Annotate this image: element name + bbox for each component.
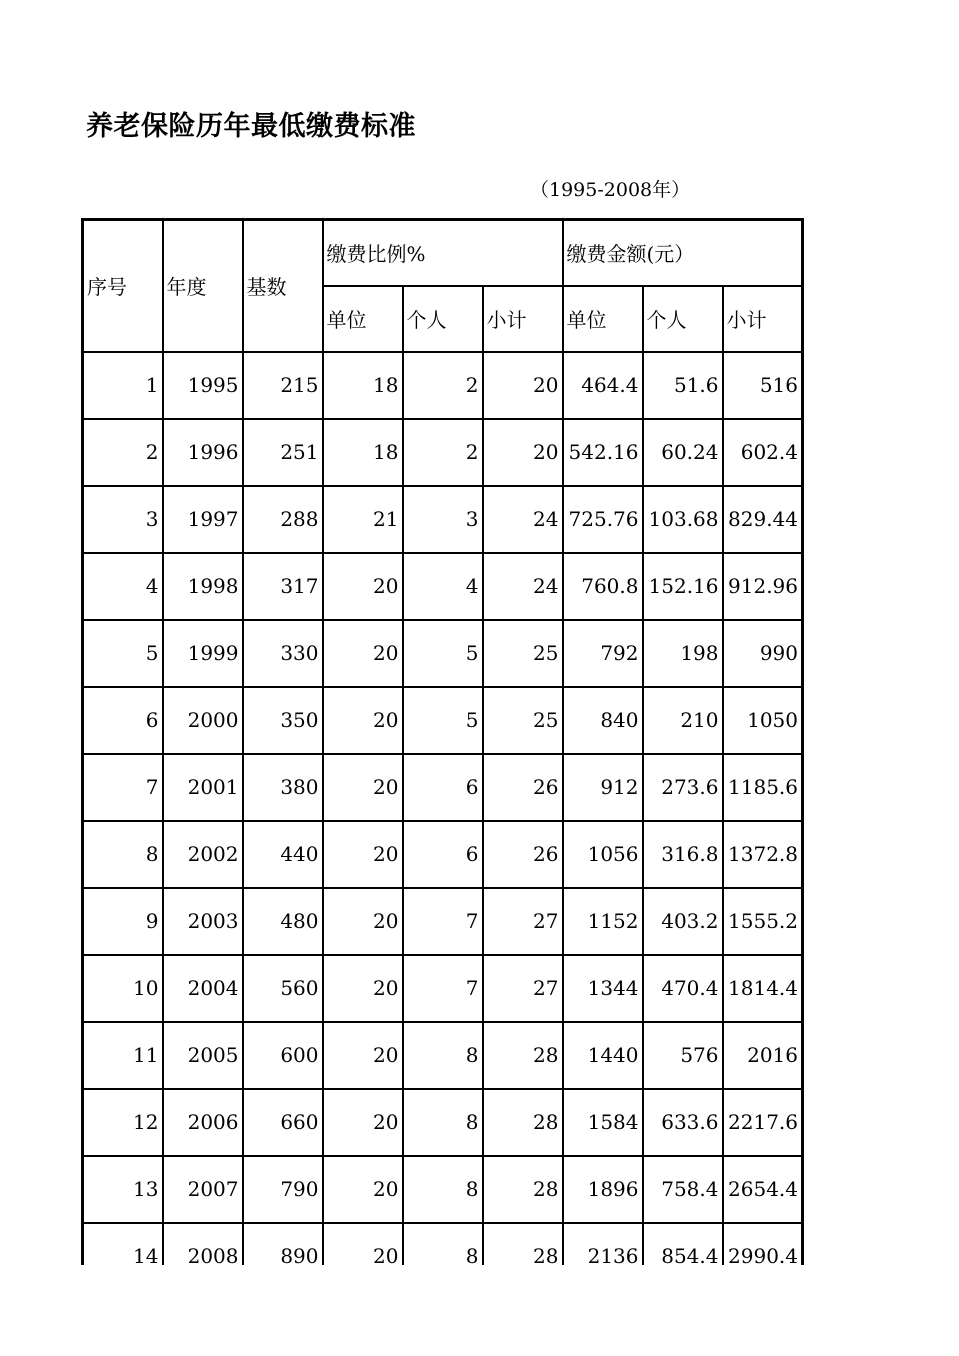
cell-amount-subtotal: 1555.2 — [723, 888, 803, 955]
cell-amount-personal: 198 — [643, 620, 723, 687]
header-amount-unit: 单位 — [563, 286, 643, 352]
cell-seq: 5 — [83, 620, 163, 687]
table-row — [83, 1089, 803, 1156]
header-ratio-subtotal: 小计 — [483, 286, 563, 352]
cell-seq: 7 — [83, 754, 163, 821]
date-range-subtitle: （1995-2008年） — [530, 179, 691, 201]
cell-amount-personal: 854.4 — [643, 1223, 723, 1266]
cell-base: 600 — [243, 1022, 323, 1089]
cell-amount-subtotal: 1185.6 — [723, 754, 803, 821]
cell-amount-personal: 103.68 — [643, 486, 723, 553]
cell-base: 215 — [243, 352, 323, 419]
header-amount-subtotal: 小计 — [723, 286, 803, 352]
contribution-table-container — [81, 218, 804, 1265]
cell-amount-unit: 464.4 — [563, 352, 643, 419]
table-row — [83, 1022, 803, 1089]
cell-year: 1999 — [163, 620, 243, 687]
cell-ratio-personal: 8 — [403, 1089, 483, 1156]
cell-year: 1997 — [163, 486, 243, 553]
cell-seq: 13 — [83, 1156, 163, 1223]
cell-ratio-subtotal: 25 — [483, 620, 563, 687]
cell-seq: 1 — [83, 352, 163, 419]
cell-ratio-unit: 20 — [323, 955, 403, 1022]
cell-ratio-subtotal: 20 — [483, 419, 563, 486]
cell-ratio-personal: 8 — [403, 1022, 483, 1089]
cell-base: 350 — [243, 687, 323, 754]
cell-ratio-subtotal: 26 — [483, 821, 563, 888]
cell-amount-subtotal: 602.4 — [723, 419, 803, 486]
cell-seq: 9 — [83, 888, 163, 955]
table-row — [83, 754, 803, 821]
header-amount-personal: 个人 — [643, 286, 723, 352]
table-header-row — [83, 220, 803, 286]
cell-amount-unit: 1344 — [563, 955, 643, 1022]
cell-seq: 14 — [83, 1223, 163, 1266]
cell-base: 560 — [243, 955, 323, 1022]
cell-ratio-personal: 7 — [403, 888, 483, 955]
header-ratio-personal: 个人 — [403, 286, 483, 352]
table-row — [83, 620, 803, 687]
cell-seq: 6 — [83, 687, 163, 754]
cell-amount-subtotal: 912.96 — [723, 553, 803, 620]
cell-ratio-unit: 20 — [323, 888, 403, 955]
cell-year: 2001 — [163, 754, 243, 821]
cell-year: 2007 — [163, 1156, 243, 1223]
cell-amount-subtotal: 2016 — [723, 1022, 803, 1089]
header-amount-group: 缴费金额(元） — [563, 220, 803, 286]
cell-amount-unit: 792 — [563, 620, 643, 687]
cell-ratio-subtotal: 28 — [483, 1022, 563, 1089]
table-row — [83, 1223, 803, 1266]
cell-amount-personal: 470.4 — [643, 955, 723, 1022]
cell-year: 2000 — [163, 687, 243, 754]
cell-ratio-unit: 20 — [323, 687, 403, 754]
page-title: 养老保险历年最低缴费标准 — [86, 111, 416, 142]
cell-ratio-unit: 18 — [323, 419, 403, 486]
cell-amount-personal: 758.4 — [643, 1156, 723, 1223]
cell-year: 2006 — [163, 1089, 243, 1156]
table-row — [83, 955, 803, 1022]
cell-ratio-subtotal: 28 — [483, 1089, 563, 1156]
cell-seq: 4 — [83, 553, 163, 620]
cell-ratio-personal: 5 — [403, 620, 483, 687]
cell-base: 380 — [243, 754, 323, 821]
cell-ratio-personal: 6 — [403, 821, 483, 888]
cell-amount-personal: 60.24 — [643, 419, 723, 486]
cell-ratio-subtotal: 25 — [483, 687, 563, 754]
cell-year: 1996 — [163, 419, 243, 486]
cell-seq: 11 — [83, 1022, 163, 1089]
cell-ratio-personal: 2 — [403, 419, 483, 486]
cell-seq: 8 — [83, 821, 163, 888]
cell-amount-personal: 210 — [643, 687, 723, 754]
cell-amount-unit: 1152 — [563, 888, 643, 955]
cell-base: 330 — [243, 620, 323, 687]
table-row — [83, 888, 803, 955]
cell-ratio-subtotal: 20 — [483, 352, 563, 419]
cell-amount-subtotal: 829.44 — [723, 486, 803, 553]
cell-amount-subtotal: 1050 — [723, 687, 803, 754]
cell-base: 480 — [243, 888, 323, 955]
header-base: 基数 — [243, 220, 323, 352]
cell-ratio-unit: 20 — [323, 1022, 403, 1089]
cell-ratio-personal: 6 — [403, 754, 483, 821]
header-ratio-unit: 单位 — [323, 286, 403, 352]
cell-ratio-unit: 20 — [323, 821, 403, 888]
cell-ratio-personal: 4 — [403, 553, 483, 620]
cell-amount-subtotal: 990 — [723, 620, 803, 687]
cell-amount-subtotal: 2217.6 — [723, 1089, 803, 1156]
header-year: 年度 — [163, 220, 243, 352]
cell-amount-subtotal: 1814.4 — [723, 955, 803, 1022]
table-row — [83, 821, 803, 888]
cell-ratio-personal: 8 — [403, 1223, 483, 1266]
cell-seq: 12 — [83, 1089, 163, 1156]
table-row — [83, 1156, 803, 1223]
table-row — [83, 687, 803, 754]
cell-amount-unit: 1896 — [563, 1156, 643, 1223]
cell-amount-unit: 1440 — [563, 1022, 643, 1089]
cell-amount-unit: 1584 — [563, 1089, 643, 1156]
contribution-table — [81, 218, 804, 1265]
cell-ratio-personal: 7 — [403, 955, 483, 1022]
cell-year: 2005 — [163, 1022, 243, 1089]
header-ratio-group: 缴费比例% — [323, 220, 563, 286]
cell-ratio-subtotal: 27 — [483, 955, 563, 1022]
table-row — [83, 352, 803, 419]
cell-ratio-unit: 21 — [323, 486, 403, 553]
cell-seq: 3 — [83, 486, 163, 553]
cell-base: 251 — [243, 419, 323, 486]
cell-seq: 2 — [83, 419, 163, 486]
cell-amount-unit: 760.8 — [563, 553, 643, 620]
table-row — [83, 486, 803, 553]
cell-base: 790 — [243, 1156, 323, 1223]
cell-amount-personal: 403.2 — [643, 888, 723, 955]
cell-base: 317 — [243, 553, 323, 620]
cell-amount-personal: 576 — [643, 1022, 723, 1089]
cell-amount-personal: 152.16 — [643, 553, 723, 620]
cell-amount-subtotal: 2990.4 — [723, 1223, 803, 1266]
cell-amount-unit: 725.76 — [563, 486, 643, 553]
cell-amount-personal: 51.6 — [643, 352, 723, 419]
cell-ratio-unit: 20 — [323, 1156, 403, 1223]
cell-ratio-subtotal: 24 — [483, 486, 563, 553]
cell-ratio-personal: 2 — [403, 352, 483, 419]
cell-ratio-subtotal: 28 — [483, 1156, 563, 1223]
cell-ratio-unit: 20 — [323, 620, 403, 687]
cell-year: 2002 — [163, 821, 243, 888]
cell-year: 1995 — [163, 352, 243, 419]
cell-amount-subtotal: 2654.4 — [723, 1156, 803, 1223]
cell-ratio-personal: 5 — [403, 687, 483, 754]
cell-base: 288 — [243, 486, 323, 553]
cell-ratio-subtotal: 24 — [483, 553, 563, 620]
cell-ratio-subtotal: 28 — [483, 1223, 563, 1266]
cell-year: 1998 — [163, 553, 243, 620]
table-row — [83, 553, 803, 620]
cell-amount-personal: 633.6 — [643, 1089, 723, 1156]
cell-year: 2003 — [163, 888, 243, 955]
table-row — [83, 419, 803, 486]
cell-ratio-personal: 3 — [403, 486, 483, 553]
cell-amount-unit: 2136 — [563, 1223, 643, 1266]
header-seq: 序号 — [83, 220, 163, 352]
cell-ratio-unit: 20 — [323, 1089, 403, 1156]
cell-ratio-unit: 20 — [323, 553, 403, 620]
cell-year: 2004 — [163, 955, 243, 1022]
cell-ratio-unit: 20 — [323, 1223, 403, 1266]
cell-year: 2008 — [163, 1223, 243, 1266]
cell-ratio-unit: 20 — [323, 754, 403, 821]
cell-ratio-subtotal: 27 — [483, 888, 563, 955]
cell-amount-unit: 542.16 — [563, 419, 643, 486]
cell-base: 660 — [243, 1089, 323, 1156]
cell-ratio-personal: 8 — [403, 1156, 483, 1223]
cell-amount-unit: 912 — [563, 754, 643, 821]
cell-base: 440 — [243, 821, 323, 888]
cell-amount-personal: 316.8 — [643, 821, 723, 888]
cell-amount-unit: 1056 — [563, 821, 643, 888]
cell-amount-unit: 840 — [563, 687, 643, 754]
cell-amount-subtotal: 516 — [723, 352, 803, 419]
cell-seq: 10 — [83, 955, 163, 1022]
cell-amount-personal: 273.6 — [643, 754, 723, 821]
cell-amount-subtotal: 1372.8 — [723, 821, 803, 888]
cell-ratio-unit: 18 — [323, 352, 403, 419]
cell-ratio-subtotal: 26 — [483, 754, 563, 821]
cell-base: 890 — [243, 1223, 323, 1266]
